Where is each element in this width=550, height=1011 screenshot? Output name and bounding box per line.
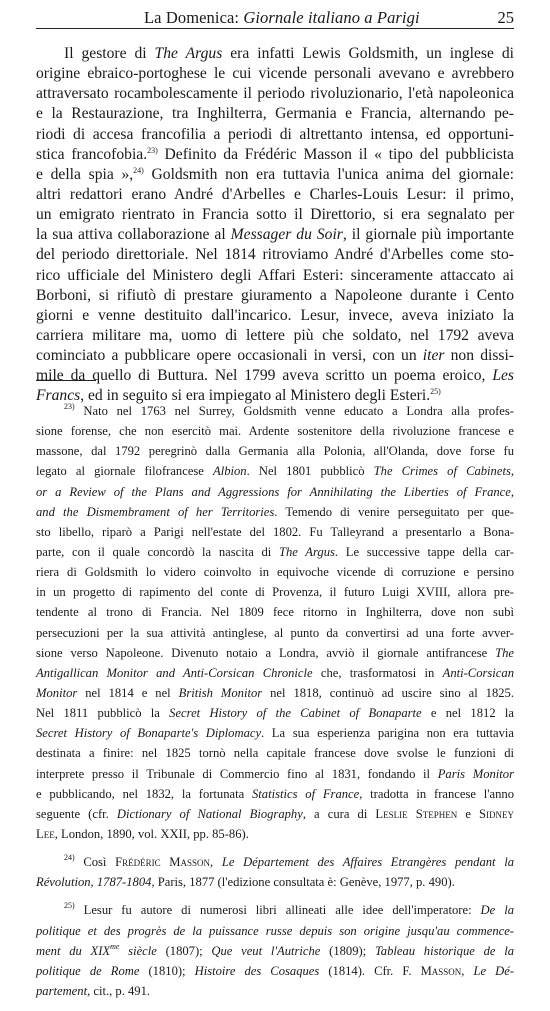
text-line xyxy=(36,423,514,443)
text-segment: Goldsmith non era tuttavia l'unica anima del giornale: xyxy=(143,165,514,183)
text-line xyxy=(36,544,514,564)
text-segment: Dictionary of National Biography xyxy=(116,806,303,821)
text-segment: e la Restaurazione, tra Inghilterra, Germania e Francia, alternando pe- xyxy=(36,105,514,123)
text-line xyxy=(36,463,514,483)
text-segment: Statistics of France xyxy=(252,786,360,801)
text-segment: (1814). Cfr. F. xyxy=(319,963,421,978)
text-segment: , a cura di xyxy=(302,806,376,821)
text-segment: riodi di accesa francofilia a periodi di altrettanto intensa, ed opportuni- xyxy=(36,125,514,143)
text-segment: Le Dé- xyxy=(473,963,515,978)
text-line xyxy=(36,443,514,463)
text-segment: massone, dal 1792 peregrinò dalla Germania alla Polonia, all'Olanda, dove forse fu xyxy=(36,444,514,459)
text-segment: non dissi- xyxy=(444,347,514,365)
text-segment: Sidney xyxy=(479,806,515,821)
text-segment: origine ebraico-portoghese le cui vicende personali avevano e avrebbero xyxy=(36,65,514,83)
text-line xyxy=(36,564,514,584)
text-segment: , London, 1890, vol. XXII, pp. 85-86). xyxy=(54,826,249,841)
text-line xyxy=(36,745,514,765)
text-segment: , tradotta in francese l'anno xyxy=(359,786,514,801)
text-segment: cominciato a pubblicare opere occasionali in versi, con un xyxy=(36,347,423,365)
text-segment: mile da quello di Buttura. Nel 1799 aveva scritto un poema eroico, xyxy=(36,367,493,385)
text-line xyxy=(36,584,514,604)
text-segment: seguente (cfr. xyxy=(36,806,117,821)
footnote-ref: 25) xyxy=(64,901,75,911)
footnote-ref: 23) xyxy=(64,402,75,411)
text-line xyxy=(36,923,514,943)
text-segment: altri redattori erano André d'Arbelles e Charles-Louis Lesur: il primo, xyxy=(36,185,514,203)
text-segment: e nel 1812 la xyxy=(421,706,514,721)
running-title-italic: Giornale italiano a Parigi xyxy=(243,8,420,27)
text-line xyxy=(36,403,514,423)
text-segment: sione forense, che non esercitò mai. Ardente sostenitore della rivoluzione francese e xyxy=(36,424,514,439)
text-segment: Lesur fu autore di numerosi libri allineati alle idee dell'imperatore: xyxy=(74,903,481,918)
text-segment: (1809); xyxy=(320,943,375,958)
text-segment: siècle xyxy=(119,943,157,958)
text-segment: Lee xyxy=(36,826,55,841)
text-segment: Secret History of Bonaparte's Diplomacy xyxy=(36,726,262,741)
text-line xyxy=(36,165,514,185)
text-segment: Definito da Frédéric Masson il « tipo del pubblicista xyxy=(157,145,514,163)
text-segment: . Temendo di venire perseguitato per que- xyxy=(274,504,514,519)
text-line xyxy=(36,766,514,786)
text-segment: stica francofobia. xyxy=(36,145,148,163)
text-segment: Que veut l'Autriche xyxy=(211,943,321,958)
text-segment: che, trasformatosi in xyxy=(312,665,443,680)
running-title xyxy=(144,8,420,28)
text-segment: Il gestore di xyxy=(64,45,155,62)
text-line xyxy=(36,983,514,1003)
text-line xyxy=(36,225,514,245)
text-segment: British Monitor xyxy=(178,685,263,700)
text-segment: Monitor xyxy=(36,685,78,700)
text-segment: sto libello, riparò a Parigi nell'estate del 1802. Fu Talleyrand a presentarlo a Bona- xyxy=(36,524,514,539)
text-line xyxy=(36,645,514,665)
footnote-ref: 25) xyxy=(430,387,441,397)
text-segment: tendente al trono di Francia. Nel 1809 fece ritorno in Inghilterra, dove non subì xyxy=(36,605,514,620)
text-segment: Paris Monitor xyxy=(437,766,514,781)
text-line xyxy=(36,874,514,894)
text-segment: rico ufficiale del Ministero degli Affari Esteri: sinceramente attaccato ai xyxy=(36,266,514,284)
text-segment: The Argus xyxy=(278,544,335,559)
text-line xyxy=(36,963,514,983)
text-line xyxy=(36,943,514,963)
text-segment: or a Review of the Plans and Aggressions for Annihilating the Liberties of France, xyxy=(36,484,514,499)
text-segment: in un progetto di rapimento del conte di Provenza, il futuro Luigi XVIII, allora pre- xyxy=(36,585,514,600)
text-line xyxy=(36,665,514,685)
text-segment: politique et des progrès de la puissance russe depuis son origine jusqu'au commence- xyxy=(36,923,514,938)
text-line xyxy=(36,902,514,922)
text-segment: politique de Rome xyxy=(36,963,140,978)
text-segment: interprete presso il Tribunale di Commercio fino al 1831, fondando il xyxy=(36,766,438,781)
text-segment: Le Département des Affaires Etrangères pendant la xyxy=(221,855,515,870)
text-segment: The xyxy=(495,645,514,660)
text-segment: De la xyxy=(480,903,514,918)
text-line xyxy=(36,84,514,104)
text-segment: Histoire des Cosaques xyxy=(194,963,320,978)
text-segment: , xyxy=(461,963,474,978)
text-line xyxy=(36,806,514,826)
text-segment: , cit., p. 491. xyxy=(87,983,151,998)
text-line xyxy=(36,685,514,705)
footnote xyxy=(36,902,514,1003)
text-line xyxy=(36,185,514,205)
text-segment: Francs xyxy=(36,387,81,405)
text-segment: nel 1814 e nel xyxy=(77,685,179,700)
text-segment: Così xyxy=(74,855,116,870)
footnote-ref: me xyxy=(110,941,120,951)
text-segment: Messager du Soir xyxy=(230,226,343,244)
text-segment: iter xyxy=(422,347,445,365)
text-segment: nel 1818, continuò ad uscire sino al 1825. xyxy=(262,685,514,700)
text-segment: The Crimes of Cabinets, xyxy=(373,464,514,479)
text-line xyxy=(36,625,514,645)
text-segment: Leslie Stephen xyxy=(375,806,458,821)
main-text xyxy=(36,44,514,407)
text-segment: destinata a finire: nel 1825 tornò nella capitale francese dove svolse le funzioni di xyxy=(36,746,514,761)
text-segment: Nato nel 1763 nel Surrey, Goldsmith venne educato a Londra alla profes- xyxy=(74,404,514,418)
text-segment: Les xyxy=(492,367,514,385)
text-segment: Tableau historique de la xyxy=(374,943,515,958)
text-line xyxy=(36,786,514,806)
text-segment: partement xyxy=(36,983,88,998)
text-line xyxy=(36,346,514,366)
text-segment: , Paris, 1877 (l'edizione consultata è: Genève, 1977, p. 490). xyxy=(151,875,455,890)
text-line xyxy=(36,44,514,64)
text-segment: e della spia », xyxy=(36,165,134,183)
text-segment: e xyxy=(457,806,480,821)
footnote-ref: 24) xyxy=(133,165,144,175)
text-line xyxy=(36,326,514,346)
text-segment: Frédéric Masson xyxy=(115,855,210,870)
text-segment: , ed in seguito si era impiegato al Ministero degli Esteri. xyxy=(80,387,431,405)
text-segment: and the Dismembrament of her Territories xyxy=(36,504,275,519)
text-segment: (1807); xyxy=(156,943,212,958)
text-segment: legato al giornale filofrancese xyxy=(36,464,214,479)
footnote-separator xyxy=(36,380,96,381)
text-segment: del periodo direttoriale. Nel 1814 ritroviamo André d'Arbelles come sto- xyxy=(36,246,514,264)
text-line xyxy=(36,366,514,386)
text-segment: Secret History of the Cabinet of Bonaparte xyxy=(169,706,422,721)
text-segment: attraversato rocambolescamente il periodo rivoluzionario, l'età napoleonica xyxy=(36,85,514,103)
running-title-plain: La Domenica: xyxy=(144,8,244,27)
text-line xyxy=(36,524,514,544)
text-segment: Antigallican Monitor and Anti-Corsican Chronicle xyxy=(36,665,313,680)
text-segment: ment du XIX xyxy=(36,943,111,958)
text-line xyxy=(36,266,514,286)
text-line xyxy=(36,504,514,524)
footnotes xyxy=(36,403,514,1011)
text-line xyxy=(36,145,514,165)
text-segment: , il giornale più importante xyxy=(342,226,514,244)
text-line xyxy=(36,484,514,504)
text-segment: , xyxy=(210,855,222,870)
text-segment: persecuzioni per la sua attività antinglese, al punto da convertirsi ad una forte avver- xyxy=(36,625,514,640)
text-segment: e pubblicando, nel 1832, la fortunata xyxy=(36,786,252,801)
text-segment: era infatti Lewis Goldsmith, un inglese di xyxy=(222,45,514,62)
text-segment: (1810); xyxy=(139,963,195,978)
footnote xyxy=(36,403,514,846)
text-line xyxy=(36,306,514,326)
text-line xyxy=(36,604,514,624)
text-line xyxy=(36,64,514,84)
text-segment: Révolution, 1787-1804 xyxy=(36,875,152,890)
page-number: 25 xyxy=(497,8,514,27)
text-segment: parte, con il quale concordò la nascita di xyxy=(36,544,279,559)
text-line xyxy=(36,725,514,745)
text-segment: riera di Goldsmith lo videro coinvolto in equivoche vicende di corruzione e persino xyxy=(36,565,514,580)
text-segment: un emigrato rientrato in Francia sotto il Direttorio, si era segnalato per xyxy=(36,206,514,224)
text-line xyxy=(36,826,514,846)
text-segment: la sua attiva collaborazione al xyxy=(36,226,231,244)
text-segment: Masson xyxy=(420,963,462,978)
text-line xyxy=(36,854,514,874)
text-segment: . Le successive tappe della car- xyxy=(334,544,514,559)
text-line xyxy=(36,286,514,306)
text-segment: giorni e venne destituito dall'incarico. Lesur, invece, aveva iniziato la xyxy=(36,306,514,324)
text-line xyxy=(36,705,514,725)
text-segment: . Nel 1801 pubblicò xyxy=(246,464,374,479)
text-segment: The Argus xyxy=(154,45,223,62)
text-segment: carriera militare ma, uomo di lettere più che soldato, nel 1792 aveva xyxy=(36,326,514,344)
text-line xyxy=(36,125,514,145)
footnote-ref: 24) xyxy=(64,853,75,863)
text-segment: Nel 1811 pubblicò la xyxy=(36,706,170,721)
text-segment: Anti-Corsican xyxy=(442,665,514,680)
text-line xyxy=(36,104,514,124)
text-segment: Borboni, si rifiutò di prestare giuramento a Napoleone durante i Cento xyxy=(36,286,514,304)
text-segment: . La sua esperienza parigina non era tuttavia xyxy=(261,726,514,741)
footnote xyxy=(36,854,514,894)
text-line xyxy=(36,245,514,265)
text-line xyxy=(36,205,514,225)
text-segment: Albion xyxy=(213,464,247,479)
footnote-ref: 23) xyxy=(147,145,158,155)
text-segment: sione verso Napoleone. Divenuto notaio a Londra, avviò il giornale antifrancese xyxy=(36,645,496,660)
running-header xyxy=(36,6,514,29)
